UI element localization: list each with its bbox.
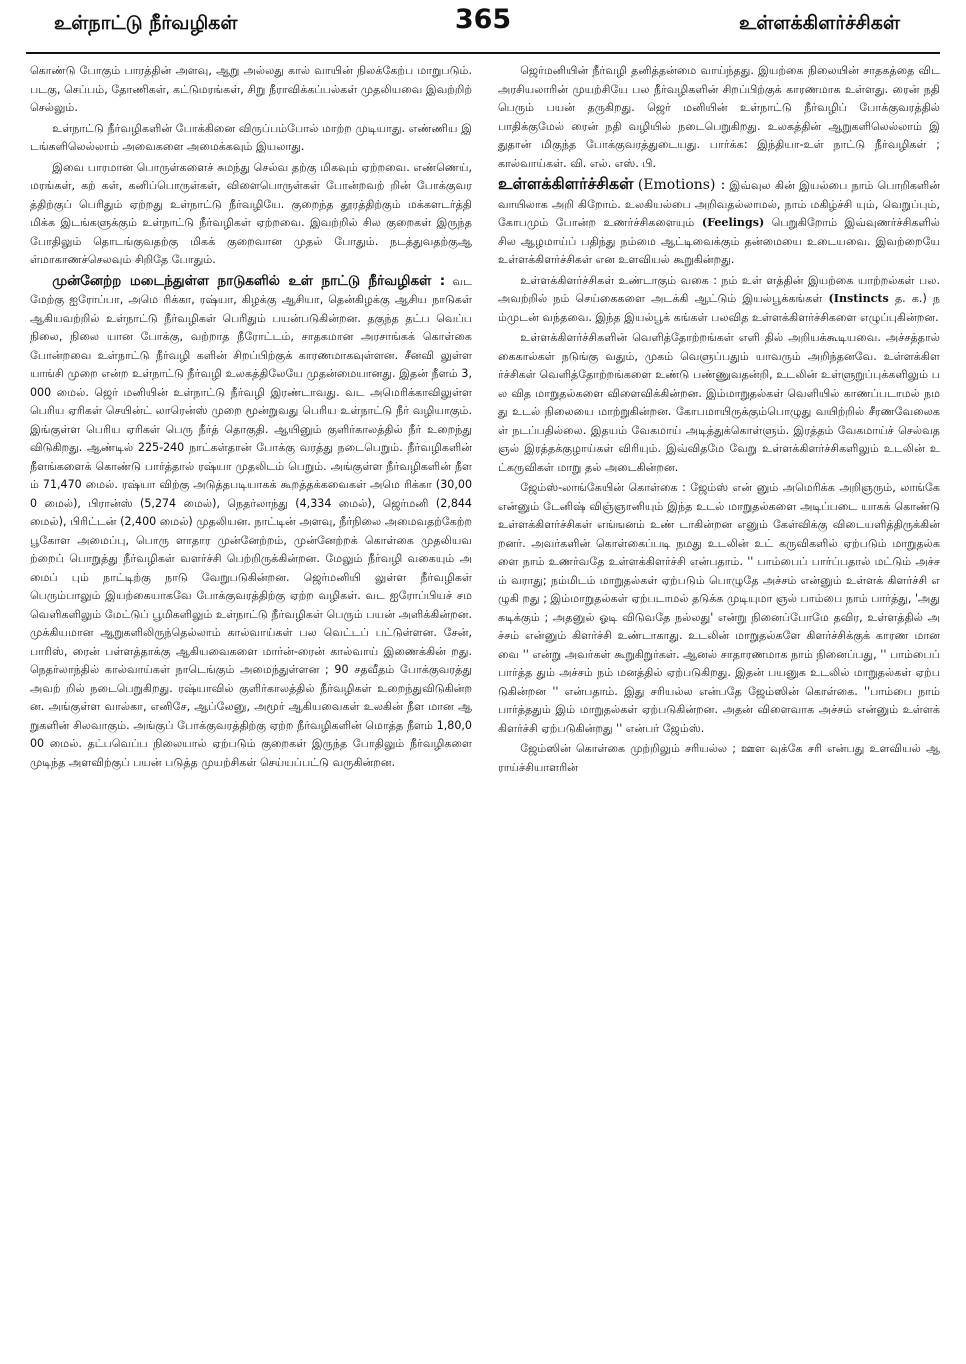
paragraph-body: பெறுகிறோம் இவ்வுணர்ச்சிகளில் சில ஆழமாய்ப் பதிந்து நம்மை ஆட்டிவைக்கும் தன்மையை உடையவை. இவற்றையே உள்ளக்கிளர்ச்சிகள் என உளவியல் கூறுகின்றது. xyxy=(498,216,940,266)
paragraph-body: உள்ளக்கிளர்ச்சிகள் உண்டாகும் வகை : நம் உள் ளத்தின் இயற்கை யாற்றல்கள் பல. அவற்றில் நம் செய்கைகளை அடக்கி ஆட்டும் இயல்பூக்கங்கள் xyxy=(498,273,940,305)
header-right-title: உள்ளக்கிளர்ச்சிகள் xyxy=(738,12,900,34)
section-heading: முன்னேற்ற மடைந்துள்ள நாடுகளில் உள் நாட்டு நீர்வழிகள் : xyxy=(52,272,446,289)
instincts-term: (Instincts xyxy=(828,292,889,305)
paragraph: இவை பாரமான பொருள்களைச் சுமந்து செல்வ தற்கு மிகவும் ஏற்றவை. எண்ணெய், மரங்கள், கற் கள், கனிப்பொருள்கள், விளைபொருள்கள் போன்றவற் றின் போக்குவரத்திற்குப் பெரிதும் ஏற்றது உள்நாட்டு நீர்வழியே. குறைந்த தூரத்திற்கும் மக்களடர்த்தி மிக்க இடங்களுக்கும் உள்நாட்டு நீர்வழிகள் ஏற்றவை. இவற்றில் சில குறைகள் இருந்தபோதிலும் தொடங்குவதற்கு மிகக் குறைவான முதல் போதும். நடத்துவதற்குஆள்மாகாணச்செலவும் சிறிதே போதும். xyxy=(30,160,472,266)
paragraph xyxy=(498,175,940,270)
paragraph-body: இவ்வுல கின் இயல்பை நாம் பொறிகளின் வாயிலாக அறி கிறோம். உலகியல்பை அறிவதல்லாமல், நாம் மகிழ்ச்சி யும், வெறுப்பும், கோபமும் போன்ற உணர்ச்சிகளையும் xyxy=(498,179,940,229)
paragraph xyxy=(30,272,472,773)
paragraph-body: த. க.) நம்முடன் வந்தவை. இந்த இயல்பூக் கங்கள் பலவித உள்ளக்கிளர்ச்சிகளை எழுப்புகின்றன. xyxy=(498,292,940,324)
paragraph: உள்ளக்கிளர்ச்சிகளின் வெளித்தோற்றங்கள் எளி தில் அறியக்கூடியவை. அச்சத்தால் கைகால்கள் நடுங்கு வதும், முகம் வெளுப்பதும் யாவரும் அறிந்தனவே. உள்ளக்கிளர்ச்சிகள் வெளித்தோற்றங்களை உண்டு பண்ணுவதன்றி, உடலின் உள்ளுறுப்புக்களிலும் பல வித மாறுதல்களை விளைவிக்கின்றன. இம்மாறுதல்கள் வெளியில் காணப்படாமல் நமது உடல் நிலையை மாற்றுகின்றன. கோபமாயிருக்கும்பொழுது வயிற்றில் சீரணவேலைகள் நடப்பதில்லை. இதயம் வேகமாய் அடித்துக்கொள்ளும். இரத்தம் வேகமாய்ச் செல்வத ஞல் இரத்தக்குழாய்கள் விரியும். இவ்விதமே வேறு உள்ளக்கிளர்ச்சிகளிலும் உடலின் உட்கருவிகள் மாறு தல் அடைகின்றன. xyxy=(498,331,940,474)
paragraph: ஜேம்ஸ்-லாங்கேயின் கொள்கை : ஜேம்ஸ் என் னும் அமெரிக்க அறிஞரும், லாங்கே என்னும் டேனிஷ் விஞ்ஞானியும் இந்த உடல் மாறுதல்களை அடிப்படை யாகக் கொண்டு உள்ளக்கிளர்ச்சிகள் எங்ஙனம் உண் டாகின்றன எனும் கேள்விக்கு விடையளித்திருக்கின் றனர். அவர்களின் கொள்கைப்படி நமது உடலின் உட் கருவிகளில் ஏற்படும் மாறுதல்களை நாம் உணர்வதே உள்ளக்கிளர்ச்சி என்பதாம். '' பாம்பைப் பார்ப்பதால் மட்டும் அச்சம் வராது; நம்மிடம் மாறுதல்கள் ஏற்படும் பொழுதே அச்சம் என்னும் உள்ளக் கிளர்ச்சி எழுகி றது ; இம்மாறுதல்கள் ஏற்படாமல் தடுக்க முடியுமா ஞல் பாம்பை நாம் பார்த்து, 'அது கடிக்கும் ; அதனுல் ஓடி விடுவதே நல்லது' என்று நினைப்போமே தவிர, உள்ளத்தில் அச்சம் என்னும் கிளர்ச்சி உண்டாகாது. உடலின் மாறுதல்களே கிளர்ச்சிக்குக் காரண மானவை '' என்று அவர்கள் கூறுகிறுர்கள். ஆனல் சாதாரணமாக நாம் நினைப்பது, '' பாம்பைப் பார்த்த தும் அச்சம் நம் மனத்தில் ஏற்படுகிறது. இதன் பயனுக உடலில் மாறுதல்கள் ஏற்படுகின்றன '' என்பதாம். இது சரியல்ல என்பதே ஜேம்ஸின் கொள்கை. ''பாம்பை நாம் பார்த்ததும் இம் மாறுதல்கள் ஏற்படுகின்றன. அதன் விளைவாக அச்சம் என்னும் உள்ளக் கிளர்ச்சி ஏற்படுகின்றது '' என்பர் ஜேம்ஸ். xyxy=(498,481,940,735)
header-left-title: உள்நாட்டு நீர்வழிகள் xyxy=(54,12,238,34)
paragraph xyxy=(498,272,940,328)
page-number: 365 xyxy=(454,4,512,35)
paragraph: ஜேம்ஸின் கொள்கை முற்றிலும் சரியல்ல ; ஊள வுக்கே சரி என்பது உளவியல் ஆராய்ச்சியாளரின் xyxy=(498,742,940,774)
paragraph: கொண்டு போகும் பாரத்தின் அளவு, ஆறு அல்லது கால் வாயின் நிலக்கேற்ப மாறுபடும். படகு, செப்பம், தோணிகள், கட்டுமரங்கள், சிறு நீராவிக்கப்பல்கள் முதலியவை இவற்றிற் செல்லும். xyxy=(30,64,472,114)
right-column xyxy=(498,62,940,1354)
paragraph: உள்நாட்டு நீர்வழிகளின் போக்கினை விருப்பம்போல் மாற்ற முடியாது. எண்ணிய இடங்களிலெல்லாம் அவைகளை அமைக்கவும் இயலாது. xyxy=(30,121,472,153)
header-rule xyxy=(26,52,940,54)
feelings-term: (Feelings) xyxy=(701,216,765,229)
text-columns xyxy=(26,62,940,1354)
entry-heading-latin: (Emotions) : xyxy=(637,177,726,193)
entry-heading: உள்ளக்கிளர்ச்சிகள் xyxy=(498,174,634,193)
page-header xyxy=(26,0,940,48)
paragraph-body: வடமேற்கு ஐரோப்பா, அமெ ரிக்கா, ரஷ்யா, கிழக்கு ஆசியா, தென்கிழக்கு ஆசிய நாடுகள் ஆகியவற்றில் உள்நாட்டு நீர்வழிகள் பெரிதும் பயன்படுகின்றன. தகுந்த தட்ப வெப்பநிலை, நிலை யான போக்கு, வற்றாத நீரோட்டம், சாதகமான அரசாங்கக் கொள்கை போன்றவை உள்நாட்டு நீர்வழி களின் சிறப்பிற்குக் காரணமாகவுள்ளன. சீனவி லுள்ள யாங்சி முறை என்ற உள்நாட்டு நீர்வழி உலகத்திலேயே முதன்மையானது. இதன் நீளம் 3,000 மைல். ஜெர் மனியின் உள்நாட்டு நீர்வழி இரண்டாவது. வட அமெரிக்காவிலுள்ள பெரிய ஏரிகள் செயின்ட் லாரென்ஸ் முறை மூன்றுவது பெரிய உள்நாட்டு நீர் வழியாகும். இங்குள்ள பெரிய ஏரிகள் பெரு நீர்த் தொகுதி. ஆயினும் குளிர்காலத்தில் நீர் உறைந்து விடுகிறது. ஆண்டில் 225-240 நாட்கள்தான் போக்கு வரத்து நடைபெறும். நீர்வழிகளின் நீளங்களைக் கொண்டு பார்த்தால் ரஷ்யா முதலிடம் பெறும். அங்குள்ள நீர்வழிகளின் நீளம் 71,470 மைல். ரஷ்யா விற்கு அடுத்தபடியாகக் கூறத்தக்கவைகள் அமெ ரிக்கா (30,000 மைல்), பிரான்ஸ் (5,274 மைல்), நெதர்லாந்து (4,334 மைல்), ஜெர்மனி (2,844 மைல்), பிரிட்டன் (2,400 மைல்) முதலியன. நாட்டின் அளவு, நீர்நிலை அமைவதற்கேற்ற பூகோள அமைப்பு, பொரு ளாதார முன்னேற்றம், முன்னேற்றக் கொள்கை முதலியவற்றைப் பொறுத்து நீர்வழிகள் வளர்ச்சி பெற்றிருக்கின்றன. மேலும் நீர்வழி வகையும் அமைப் பும் நாட்டிற்கு நாடு வேறுபடுகின்றன. ஜெர்மனியி லுள்ள நீர்வழிகள் பெரும்பாலும் இயற்கையாகவே போக்குவரத்திற்கு ஏற்ற வழிகள். வட ஐரோப்பியச் சமவெளிகளிலும் மேட்டுப் பூமிகளிலும் உள்நாட்டு நீர்வழிகள் பெரும் பயன் அளிக்கின்றன. முக்கியமான ஆறுகளிலிருந்தெல்லாம் கால்வாய்கள் பல வெட்டப் பட்டுள்ளன. சேன், பாரிஸ், ரைன் பள்ளத்தாக்கு ஆகியவைகளை மார்ன்-ரைன் கால்வாய் இணைக்கின் றது. நெதர்லாந்தில் கால்வாய்கள் நாடெங்கும் அமைந்துள்ளன ; 90 சதவீதம் போக்குவரத்து அவற் றில் நடைபெறுகிறது. ரஷ்யாவில் குளிர்காலத்தில் நீர்வழிகள் உறைந்துவிடுகின்றன. அங்குள்ள வால்கா, எனிசே, ஆப்லேனு, அமூர் ஆகியவைகள் உலகின் நீள மான ஆறுகளின் சிலவாகும். அங்குப் போக்குவரத்திற்கு ஏற்ற நீர்வழிகளின் மொத்த நீளம் 1,80,000 மைல். தட்பவெப்ப நிலையால் ஏற்படும் குறைகள் இருந்த போதிலும் நீர்வழிகளை முடிந்த அளவிற்குப் பயன் படுத்த முயற்சிகள் செய்யப்பட்டு வருகின்றன. xyxy=(30,274,472,769)
left-column xyxy=(26,62,472,1354)
paragraph: ஜெர்மனியின் நீர்வழி தனித்தன்மை வாய்ந்தது. இயற்கை நிலையின் சாதகத்தை விட அரசியலாரின் முயற்சியே பல நீர்வழிகளின் சிறப்பிற்குக் காரணமாக உள்ளது. ரைன் நதி பெரும் பயன் தருகிறது. ஜெர் மனியின் உள்நாட்டு நீர்வழிப் போக்குவரத்தில் பாதிக்குமேல் ரைன் நதி வழியில் நடைபெறுகிறது. உலகத்தின் ஆறுகளிலெல்லாம் இதுதான் மிகுந்த போக்குவரத்துடையது. பார்க்க: இந்தியா-உள் நாட்டு நீர்வழிகள் ; கால்வாய்கள். வி. எல். எஸ். பி. xyxy=(498,64,940,170)
